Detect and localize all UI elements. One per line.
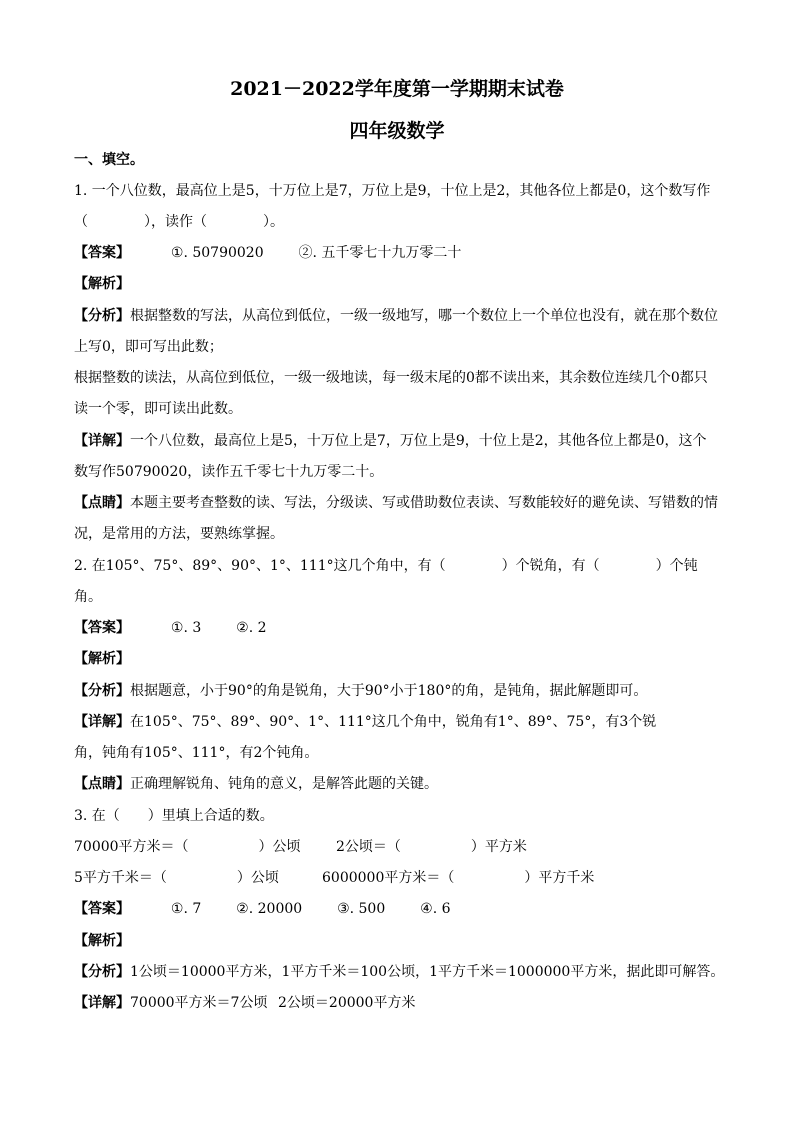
q1-xiangjie-line1 — [74, 431, 754, 451]
q2-answer — [74, 618, 754, 638]
dianjing-tag: 【点睛】 — [74, 776, 130, 792]
q1-jiexi: 【解析】 — [74, 276, 130, 292]
exam-subtitle: 四年级数学 — [349, 120, 445, 142]
q2-stem-line2: 角。 — [74, 589, 102, 605]
dianjing-tag: 【点睛】 — [74, 495, 130, 511]
xiangjie-tag: 【详解】 — [74, 433, 130, 449]
q3-answer — [74, 899, 754, 919]
q3-row2-b: 6000000平方米＝（ ）平方千米 — [322, 870, 595, 886]
q1-dianjing-text1: 本题主要考查整数的读、写法，分级读、写或借助数位表读、写数能较好的避免读、写错数的情 — [130, 495, 718, 511]
xiangjie-tag: 【详解】 — [74, 995, 130, 1011]
q2-answer-2: ②. 2 — [236, 620, 267, 636]
q2-stem-line1: 2. 在105°、75°、89°、90°、1°、111°这几个角中，有（ ）个锐角，有（ ）个钝 — [74, 558, 698, 574]
section-heading: 一、填空。 — [74, 152, 144, 168]
q2-xiangjie-line1 — [74, 712, 754, 732]
q1-fenxi-line3: 根据整数的读法，从高位到低位，一级一级地读，每一级末尾的0都不读出来，其余数位连续几个0都只 — [74, 370, 708, 386]
xiangjie-tag: 【详解】 — [74, 714, 130, 730]
q1-fenxi-line2: 上写0，即可写出此数； — [74, 339, 223, 355]
answer-tag: 【答案】 — [74, 901, 130, 917]
q3-row1 — [74, 837, 754, 857]
q2-xiangjie-line2: 角，钝角有105°、111°，有2个钝角。 — [74, 745, 319, 761]
q1-dianjing-line1 — [74, 493, 754, 513]
q2-fenxi-line1 — [74, 681, 754, 701]
q1-fenxi-line1 — [74, 306, 754, 326]
answer-tag: 【答案】 — [74, 245, 130, 261]
q1-fenxi-text1: 根据整数的写法，从高位到低位，一级一级地写，哪一个数位上一个单位也没有，就在那个数位 — [130, 308, 718, 324]
q3-fenxi-line1 — [74, 962, 754, 982]
answer-tag: 【答案】 — [74, 620, 130, 636]
q3-answer-2: ②. 20000 — [236, 901, 303, 917]
q1-stem-line2: （ ），读作（ ）。 — [74, 214, 284, 230]
q2-fenxi-text1: 根据题意，小于90°的角是锐角，大于90°小于180°的角，是钝角，据此解题即可。 — [130, 683, 648, 699]
q3-row2-a: 5平方千米＝（ ）公顷 — [74, 870, 279, 886]
q3-row1-b: 2公顷＝（ ）平方米 — [336, 839, 527, 855]
q3-jiexi: 【解析】 — [74, 933, 130, 949]
q2-answer-1: ①. 3 — [170, 620, 202, 636]
q3-answer-3: ③. 500 — [337, 901, 386, 917]
q3-xiangjie-line1 — [74, 993, 754, 1013]
fenxi-tag: 【分析】 — [74, 964, 130, 980]
exam-title: 2021－2022学年度第一学期期末试卷 — [230, 78, 564, 100]
q2-xiangjie-text1: 在105°、75°、89°、90°、1°、111°这几个角中，锐角有1°、89°、75°，有3个锐 — [130, 714, 657, 730]
fenxi-tag: 【分析】 — [74, 308, 130, 324]
q3-fenxi-text1: 1公顷＝10000平方米，1平方千米＝100公顷，1平方千米＝1000000平方米，据此即可解答。 — [130, 964, 725, 980]
q1-dianjing-line2: 况，是常用的方法，要熟练掌握。 — [74, 526, 284, 542]
q2-jiexi: 【解析】 — [74, 651, 130, 667]
q3-xiangjie-a: 70000平方米＝7公顷 — [130, 995, 268, 1011]
q1-xiangjie-line2: 数写作50790020，读作五千零七十九万零二十。 — [74, 464, 384, 480]
q2-dianjing-line1 — [74, 774, 754, 794]
q1-answer — [74, 243, 754, 263]
q2-dianjing-text1: 正确理解锐角、钝角的意义，是解答此题的关键。 — [130, 776, 438, 792]
q1-fenxi-line4: 读一个零，即可读出此数。 — [74, 401, 242, 417]
q3-row1-a: 70000平方米＝（ ）公顷 — [74, 839, 301, 855]
q1-xiangjie-text1: 一个八位数，最高位上是5，十万位上是7，万位上是9，十位上是2，其他各位上都是0，这个 — [130, 433, 707, 449]
q3-answer-4: ④. 6 — [420, 901, 451, 917]
q1-stem-line1: 1. 一个八位数，最高位上是5，十万位上是7，万位上是9，十位上是2，其他各位上都是0，这个数写作 — [74, 183, 711, 199]
q3-row2 — [74, 868, 754, 888]
q1-answer-2: ②. 五千零七十九万零二十 — [298, 245, 462, 261]
q3-xiangjie-b: 2公顷＝20000平方米 — [278, 995, 416, 1011]
q1-answer-1: ①. 50790020 — [170, 245, 264, 261]
fenxi-tag: 【分析】 — [74, 683, 130, 699]
q3-answer-1: ①. 7 — [170, 901, 202, 917]
q3-stem: 3. 在（ ）里填上合适的数。 — [74, 808, 274, 824]
